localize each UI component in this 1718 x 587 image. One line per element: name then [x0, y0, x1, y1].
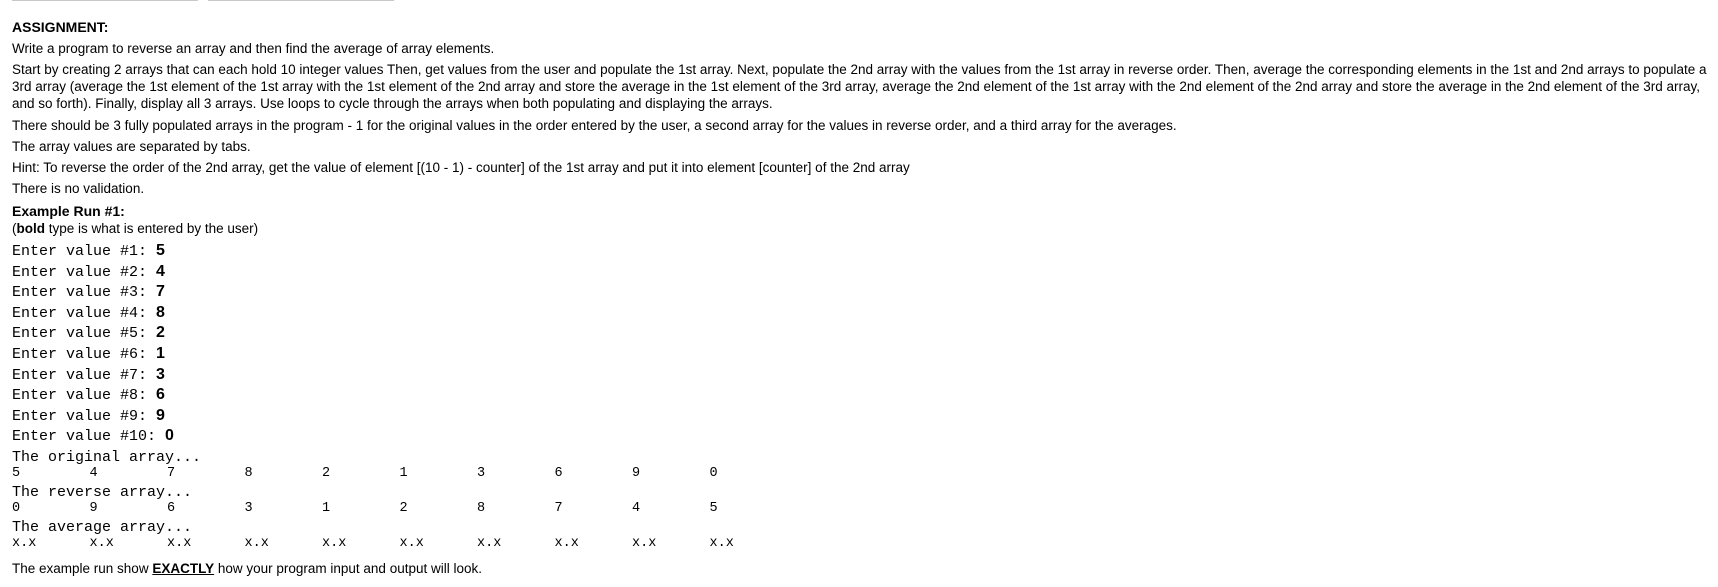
array-cell: 7 [167, 465, 176, 481]
array-cell: x.x [322, 535, 347, 551]
array-cell: x.x [632, 535, 657, 551]
reverse-array-header: The reverse array... [12, 483, 193, 501]
example-footer [12, 560, 1712, 577]
footer-before: The example run show [12, 560, 153, 576]
array-cell: 8 [244, 465, 253, 481]
prompt-line [12, 262, 1712, 283]
assignment-document [12, 18, 1712, 577]
prompt-user-input: 2 [156, 324, 165, 342]
example-title: Example Run #1: [12, 203, 125, 219]
array-cell: 6 [167, 500, 176, 516]
footer-after: how your program input and output will look. [214, 560, 482, 576]
array-cell: 2 [322, 465, 331, 481]
reverse-array-row [12, 501, 1712, 517]
prompt-label: Enter value #10: [12, 428, 166, 446]
footer-emphasis: EXACTLY [152, 560, 215, 576]
top-tab-bar [12, 0, 198, 1]
array-cell: 1 [399, 465, 408, 481]
prompt-user-input: 9 [156, 406, 165, 424]
prompt-line [12, 406, 1712, 427]
array-cell: x.x [709, 535, 734, 551]
original-array-row [12, 466, 1712, 482]
example-note-rest: type is what is entered by the user) [45, 221, 259, 236]
array-cell: 0 [12, 500, 21, 516]
array-cell: 3 [244, 500, 253, 516]
top-tab-bar [208, 0, 394, 1]
prompt-user-input: 3 [156, 365, 165, 383]
prompt-line [12, 282, 1712, 303]
prompt-line [12, 344, 1712, 365]
prompt-line [12, 241, 1712, 262]
hint-text: Hint: To reverse the order of the 2nd array, get the value of element [(10 - 1) - counter] of the 1st array and put it into element [counter] of the 2nd array [12, 160, 910, 175]
prompt-line [12, 365, 1712, 386]
prompt-user-input: 5 [156, 242, 165, 259]
array-cell: x.x [167, 535, 192, 551]
array-cell: 4 [632, 500, 641, 516]
array-cell: 7 [554, 500, 563, 516]
prompt-line [12, 426, 1712, 447]
prompt-label: Enter value #7: [12, 366, 157, 384]
array-cell: x.x [89, 535, 114, 551]
assignment-instructions: Start by creating 2 arrays that can each hold 10 integer values Then, get values from the user and populate the 1st array. Next, populate the 2nd array with the values from the 1st array in reverse order. Then, average the corresponding elements in the 1st and 2nd arrays to populate a 3rd array (average the 1st element of the 1st array with the 1st element of the 2nd array and store the average in the 1st element of the 3rd array, average the 2nd element of the 1st array with the 2nd element of the 2nd array and store the average in the 2nd element of the 3rd array, and so forth). Finally, display all 3 arrays. Use loops to cycle through the arrays when both populating and displaying the arrays. [12, 62, 1707, 111]
tabs-note: The array values are separated by tabs. [12, 139, 251, 154]
array-cell: 9 [89, 500, 98, 516]
arrays-note: There should be 3 fully populated arrays in the program - 1 for the original values in the order entered by the user, a second array for the values in reverse order, and a third array for the averages. [12, 118, 1177, 133]
array-cell: 5 [709, 500, 718, 516]
prompt-label: Enter value #5: [12, 325, 157, 343]
prompt-line [12, 385, 1712, 406]
validation-note: There is no validation. [12, 181, 145, 196]
array-cell: x.x [554, 535, 579, 551]
array-cell: 0 [709, 465, 718, 481]
prompt-line [12, 323, 1712, 344]
prompt-label: Enter value #4: [12, 304, 157, 322]
example-note-open: ( [12, 221, 17, 236]
assignment-title: ASSIGNMENT: [12, 19, 109, 35]
array-cell: 9 [632, 465, 641, 481]
example-note-bold: bold [16, 221, 45, 236]
array-cell: 4 [89, 465, 98, 481]
prompt-user-input: 7 [156, 283, 165, 301]
prompt-label: Enter value #6: [12, 345, 157, 363]
prompt-user-input: 4 [156, 262, 165, 280]
array-cell: 1 [322, 500, 331, 516]
prompt-label: Enter value #1: [12, 243, 157, 260]
prompt-label: Enter value #3: [12, 284, 157, 302]
prompt-user-input: 1 [156, 344, 165, 362]
array-cell: x.x [399, 535, 424, 551]
array-cell: x.x [477, 535, 502, 551]
prompt-label: Enter value #9: [12, 407, 157, 425]
example-note [12, 220, 1712, 237]
example-prompts [12, 241, 1712, 447]
prompt-user-input: 8 [156, 303, 165, 321]
original-array-header: The original array... [12, 448, 202, 466]
prompt-label: Enter value #2: [12, 263, 157, 281]
prompt-user-input: 0 [165, 427, 174, 445]
array-cell: 2 [399, 500, 408, 516]
array-cell: 8 [477, 500, 486, 516]
average-array-header: The average array... [12, 518, 193, 536]
prompt-user-input: 6 [156, 386, 165, 404]
array-cell: x.x [12, 535, 37, 551]
assignment-intro: Write a program to reverse an array and then find the average of array elements. [12, 41, 495, 56]
array-cell: x.x [244, 535, 269, 551]
array-cell: 6 [554, 465, 563, 481]
array-cell: 3 [477, 465, 486, 481]
array-cell: 5 [12, 465, 21, 481]
average-array-row [12, 536, 1712, 552]
prompt-label: Enter value #8: [12, 387, 157, 405]
prompt-line [12, 303, 1712, 324]
